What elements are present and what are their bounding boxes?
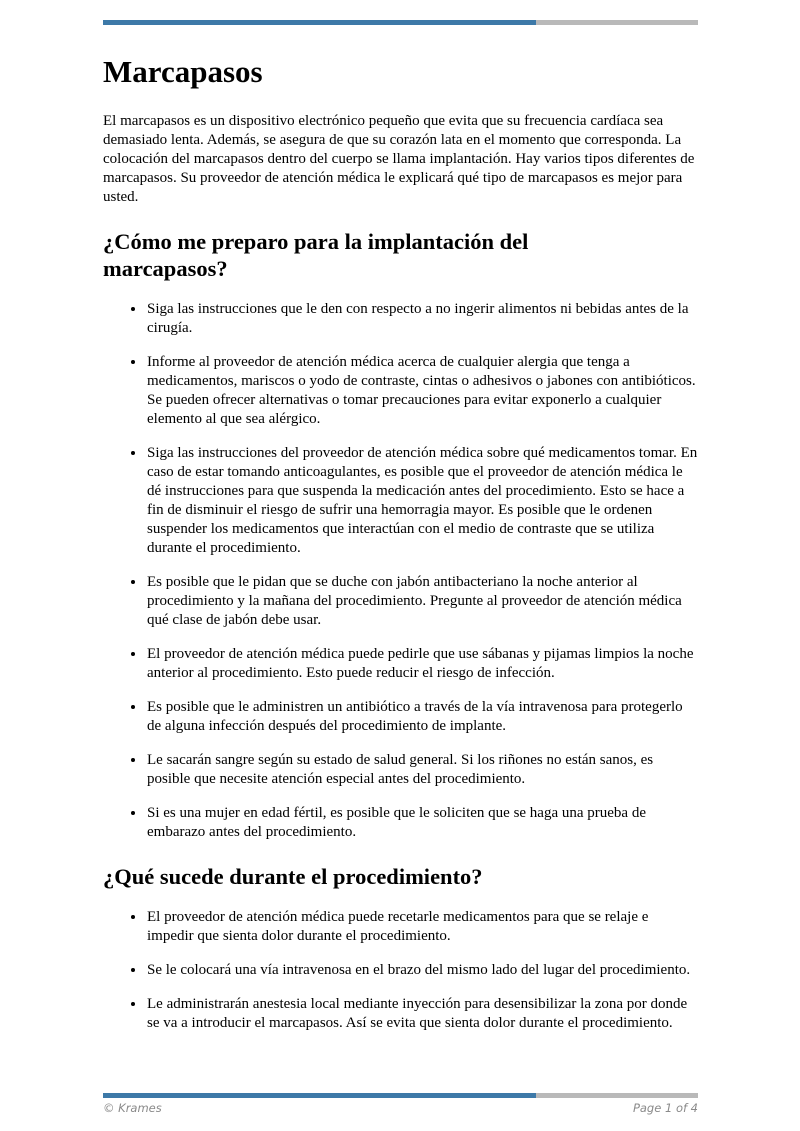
list-item: • Le sacarán sangre según su estado de salud general. Si los riñones no están sanos, es posible que necesite atención especial antes del procedimiento. (146, 750, 698, 789)
footer-accent-bar-blue-segment (103, 1093, 536, 1098)
list-item: • Es posible que le pidan que se duche con jabón antibacteriano la noche anterior al procedimiento y la mañana del procedimiento. Pregunte al proveedor de atención médica qué clase de jabón debe usar. (146, 572, 698, 630)
list-item: • Le administrarán anestesia local mediante inyección para desensibilizar la zona por donde se va a introducir el marcapasos. Así se evita que sienta dolor durante el procedimiento. (146, 994, 698, 1033)
footer-accent-bar-gray-segment (536, 1093, 698, 1098)
list-item: • El proveedor de atención médica puede recetarle medicamentos para que se relaje e impedir que sienta dolor durante el procedimiento. (146, 907, 698, 946)
list-item: • Se le colocará una vía intravenosa en el brazo del mismo lado del lugar del procedimiento. (146, 960, 698, 980)
procedure-bullet-list (103, 907, 698, 1033)
intro-paragraph: El marcapasos es un dispositivo electrónico pequeño que evita que su frecuencia cardíaca sea demasiado lenta. Además, se asegura de que su corazón lata en el momento que corresponda. La colocación del marcapasos dentro del cuerpo se llama implantación. Hay varios tipos diferentes de marcapasos. Su proveedor de atención médica le explicará qué tipo de marcapasos es mejor para usted. (103, 112, 695, 205)
footer-copyright: © Krames (103, 1101, 162, 1115)
list-item: • El proveedor de atención médica puede pedirle que use sábanas y pijamas limpios la noche anterior al procedimiento. Esto puede reducir el riesgo de infección. (146, 644, 698, 683)
list-item: • Siga las instrucciones del proveedor de atención médica sobre qué medicamentos tomar. En caso de estar tomando anticoagulantes, es posible que el proveedor de atención médica le dé instrucciones para que suspenda la medicación antes del procedimiento. Esto se hace a fin de disminuir el riesgo de sufrir una hemorragia mayor. Es posible que le ordenen suspender los medicamentos que interactúan con el medio de contraste que se utiliza durante el procedimiento. (146, 443, 698, 558)
top-accent-bar-gray-segment (536, 20, 698, 25)
top-accent-bar (103, 20, 698, 25)
section-heading-procedure: ¿Qué sucede durante el procedimiento? (103, 863, 483, 889)
top-accent-bar-blue-segment (103, 20, 536, 25)
footer-meta-row (103, 1101, 698, 1115)
footer-page-number: Page 1 of 4 (632, 1101, 698, 1115)
page-title: Marcapasos (103, 54, 263, 89)
list-item: • Informe al proveedor de atención médica acerca de cualquier alergia que tenga a medicamentos, mariscos o yodo de contraste, cintas o adhesivos o jabones con antibióticos. Se pueden ofrecer alternativas o tomar precauciones para evitar exponerlo a cualquier elemento al que sea alérgico. (146, 352, 698, 429)
content-column (103, 0, 698, 1047)
footer-accent-bar (103, 1093, 698, 1098)
page-footer (103, 1093, 698, 1115)
list-item: • Si es una mujer en edad fértil, es posible que le soliciten que se haga una prueba de embarazo antes del procedimiento. (146, 803, 698, 842)
section-heading-preparation: ¿Cómo me preparo para la implantación del marcapasos? (103, 228, 529, 281)
list-item: • Siga las instrucciones que le den con respecto a no ingerir alimentos ni bebidas antes de la cirugía. (146, 299, 698, 338)
preparation-bullet-list (103, 299, 698, 842)
list-item: • Es posible que le administren un antibiótico a través de la vía intravenosa para protegerlo de alguna infección después del procedimiento de implante. (146, 697, 698, 736)
